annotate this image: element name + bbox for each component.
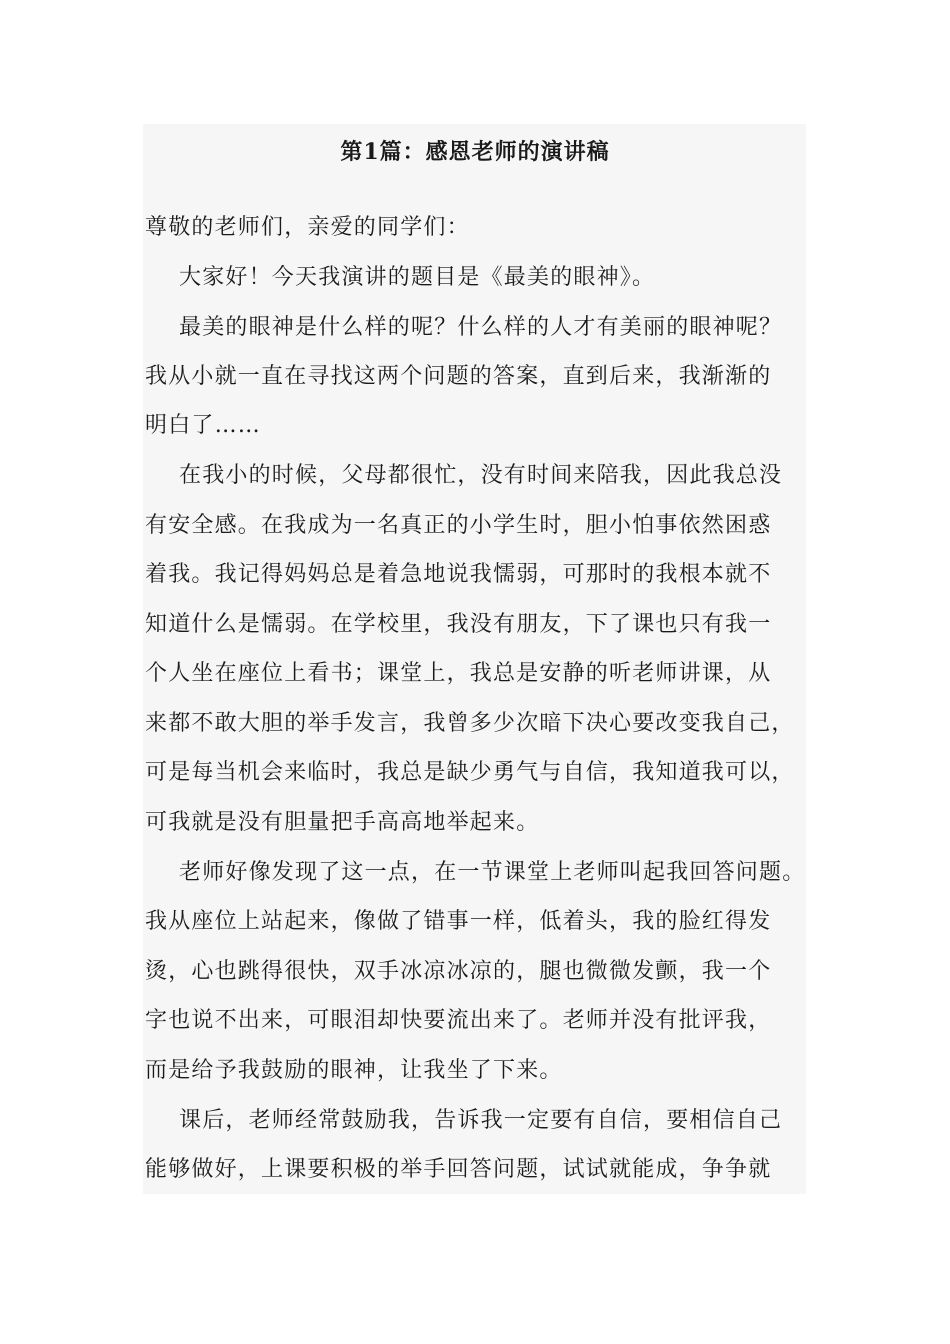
- paragraph-line: 尊敬的老师们，亲爱的同学们：: [145, 215, 470, 240]
- paragraph-line: 烫，心也跳得很快，双手冰凉冰凉的，腿也微微发颤，我一个: [145, 959, 772, 984]
- paragraph-line: 我从小就一直在寻找这两个问题的答案，直到后来，我渐渐的: [145, 364, 772, 389]
- paragraph-line: 来都不敢大胆的举手发言，我曾多少次暗下决心要改变我自己，: [145, 711, 795, 736]
- paragraph-line: 知道什么是懦弱。在学校里，我没有朋友，下了课也只有我一: [145, 612, 772, 637]
- paragraph-line: 字也说不出来，可眼泪却快要流出来了。老师并没有批评我，: [145, 1008, 772, 1033]
- paragraph-line: 我从座位上站起来，像做了错事一样，低着头，我的脸红得发: [145, 909, 772, 934]
- paragraph-line: 在我小的时候，父母都很忙，没有时间来陪我，因此我总没: [179, 463, 783, 488]
- paragraph-line: 可我就是没有胆量把手高高地举起来。: [145, 810, 540, 835]
- paragraph-line: 个人坐在座位上看书；课堂上，我总是安静的听老师讲课，从: [145, 661, 772, 686]
- document-title: 第1篇：感恩老师的演讲稿: [340, 139, 610, 165]
- paragraph-line: 老师好像发现了这一点，在一节课堂上老师叫起我回答问题。: [179, 860, 806, 885]
- paragraph-line: 最美的眼神是什么样的呢？什么样的人才有美丽的眼神呢？: [179, 315, 783, 340]
- paragraph-line: 可是每当机会来临时，我总是缺少勇气与自信，我知道我可以，: [145, 760, 795, 785]
- paragraph-line: 明白了……: [145, 413, 262, 438]
- paragraph-line: 能够做好，上课要积极的举手回答问题，试试就能成，争争就: [145, 1157, 772, 1182]
- paragraph-line: 着我。我记得妈妈总是着急地说我懦弱，可那时的我根本就不: [145, 562, 772, 587]
- paragraph-line: 而是给予我鼓励的眼神，让我坐了下来。: [145, 1058, 563, 1083]
- paragraph-line: 有安全感。在我成为一名真正的小学生时，胆小怕事依然困惑: [145, 513, 772, 538]
- paragraph-line: 大家好！今天我演讲的题目是《最美的眼神》。: [179, 265, 656, 290]
- paragraph-line: 课后，老师经常鼓励我，告诉我一定要有自信，要相信自己: [179, 1108, 783, 1133]
